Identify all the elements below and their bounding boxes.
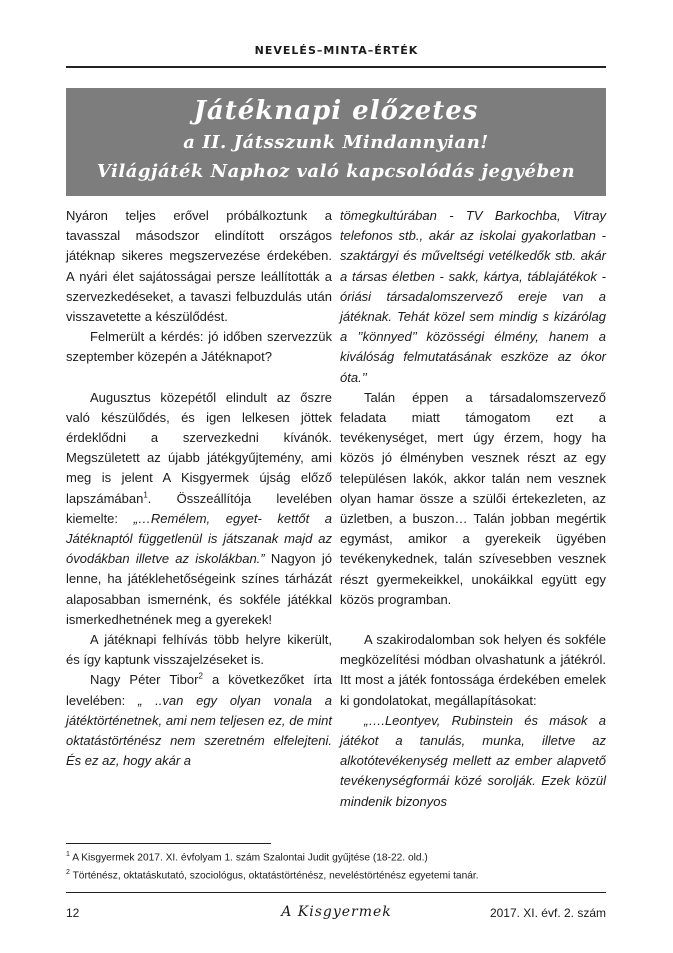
footnote-text: A Kisgyermek 2017. XI. évfolyam 1. szám Szalontai Judit gyűjtése (18-22. old.) (72, 852, 428, 864)
right-column (340, 206, 606, 812)
section-label: NEVELÉS–MINTA–ÉRTÉK (254, 44, 419, 57)
footnote (66, 865, 606, 883)
left-column (66, 206, 332, 771)
footnote-rule (66, 843, 271, 844)
paragraph: Nyáron teljes erővel próbálkoztunk a tavasszal másodszor elindított országos játéknap sikeres megszervezése érdekében. A nyári élet sajátosságai persze leállították a szervezkedéseket, a tavaszi felbuzdulás után visszavetette a készülődést. (66, 208, 332, 325)
paragraph: A játéknapi felhívás több helyre kikerült, és így kaptunk visszajelzéseket is. (66, 632, 332, 668)
footnote-mark: 1 (143, 490, 148, 500)
paragraph (66, 388, 332, 630)
header-rule (66, 66, 606, 68)
text-span: Augusztus közepétől elindult az őszre való készülődés, és igen lelkesen jöttek érdeklődni a szervezkedni kívánók. Megszületett az újabb játékgyűjtemény, ami meg is jelent A Kisgyermek újság előző lapszámában (66, 389, 332, 506)
footnote-mark: 1 (66, 851, 70, 858)
footnote (66, 847, 606, 865)
quote: „….Leontyev, Rubinstein és mások a játékot a tanulás, munka, illetve az alkotótevékenység mellett az ember alapvető tevékenységformái közé sorolják. Ezek közül mindenik bizonyos (340, 712, 606, 809)
paragraph: Felmerült a kérdés: jó időben szervezzük szeptember közepén a Játéknapot? (66, 329, 332, 365)
article-title: Játéknapi előzetes (193, 96, 479, 126)
footer-rule (66, 892, 606, 893)
text-span: a következőket írta levelében: (66, 672, 332, 708)
page-number: 12 (66, 906, 80, 920)
article-subtitle-1: a II. Játsszunk Mindannyian! (183, 132, 489, 153)
text-span: Nagyon jó lenne, ha játéklehetőségeink színes tárházát alaposabban ismernénk, és sokféle játékkal ismerkedhetnének meg a gyerekek! (66, 551, 332, 627)
paragraph: A szakirodalomban sok helyen és sokféle megközelítési módban olvashatunk a játékról. Itt most a játék fontossága érdekében emelek ki gondolatokat, megállapításokat: (340, 632, 606, 708)
text-span: . Összeállítója levelében kiemelte: (66, 490, 332, 526)
footnote-mark: 2 (66, 869, 70, 877)
quote: „…Remélem, egyet- kettőt a Játéknaptól függetlenül is játszanak majd az óvodákban illetve az iskolákban.” (66, 510, 332, 567)
quote: tömegkultúrában - TV Barkochba, Vitray telefonos stb., akár az iskolai gyakorlatban - szaktárgyi és műveltségi vetélkedők stb. akár a társas életben - sakk, kártya, táblajátékok - óriási társadalomszervező ereje van a játéknak. Tehát közel sem mindig s kizárólag a ’’könnyed’’ közösségi élmény, hanem a kiválóság felmutatásának eszköze az ókor óta.’’ (340, 208, 606, 385)
footnotes (66, 847, 606, 884)
paragraph (66, 670, 332, 771)
issue-info: 2017. XI. évf. 2. szám (489, 906, 606, 920)
footnote-text: Történész, oktatáskutató, szociológus, oktatástörténész, neveléstörténész egyetemi tanár. (72, 870, 479, 882)
author-name: Nagy Péter Tibor (90, 672, 199, 688)
article-title-box (66, 88, 606, 196)
article-subtitle-2: Világjáték Naphoz való kapcsolódás jegyében (96, 161, 576, 182)
magazine-name: A Kisgyermek (281, 904, 392, 920)
footnote-mark: 2 (198, 672, 203, 682)
paragraph: Talán éppen a társadalomszervező feladata miatt támogatom ezt a tevékenységet, mert úgy érzem, hogy ha közös jó élményben vesznek részt az egy településen lakók, akkor talán nem vesznek olyan hamar össze a szülői értekezleten, az üzletben, a buszon… Talán jobban megértik egymást, amikor a gyerekeik ügyében tevékenykednek, talán szívesebben vesznek részt gyermekeikkel, unokáikkal együtt egy közös programban. (340, 389, 606, 607)
quote: „ ..van egy olyan vonala a játéktörténetnek, ami nem teljesen ez, de mint oktatástörténész nem szeretném elfelejteni. És ez az, hogy akár a (66, 692, 332, 769)
